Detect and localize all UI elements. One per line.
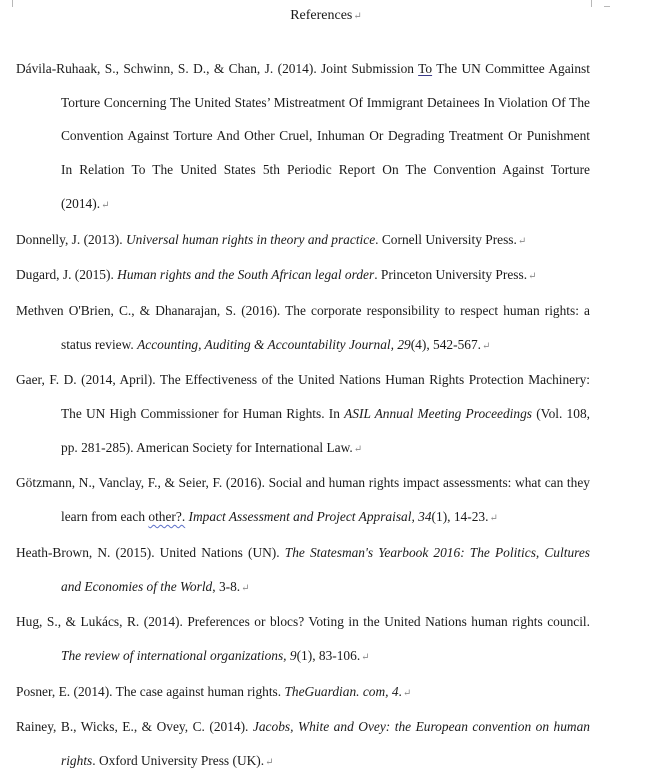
reference-source: TheGuardian. com, 4 bbox=[284, 683, 399, 699]
paragraph-mark-icon: ↵ bbox=[353, 11, 362, 22]
heading-text: References bbox=[290, 8, 353, 23]
paragraph-mark-icon: ↵ bbox=[517, 235, 527, 247]
reference-hug-lukacs[interactable]: Hug, S., & Lukács, R. (2014). Preferences or blocs? Voting in the United Nations human rights council. The review of international organizations, 9(1), 83-106.↵ bbox=[16, 614, 590, 663]
reference-proceedings: ASIL Annual Meeting Proceedings bbox=[344, 406, 532, 422]
reference-list bbox=[16, 52, 590, 780]
reference-yearbook: The Statesman's Yearbook 2016: The Politics, Cultures and Economies of the World bbox=[61, 544, 591, 594]
paragraph-mark-icon: ↵ bbox=[101, 199, 110, 211]
reference-gaer[interactable]: Gaer, F. D. (2014, April). The Effectiveness of the United Nations Human Rights Protection Machinery: The UN High Commissioner for Human Rights. In ASIL Annual Meeting Proceedings (Vol. 108, pp. 281-285). American Society for International Law.↵ bbox=[16, 372, 590, 455]
paragraph-mark-icon: ↵ bbox=[361, 651, 370, 663]
reference-gotzmann[interactable]: Götzmann, N., Vanclay, F., & Seier, F. (2016). Social and human rights impact assessments: what can they learn from each other?. Impact Assessment and Project Appraisal, 34(1), 14-23.↵ bbox=[16, 475, 590, 525]
paragraph-mark-icon: ↵ bbox=[353, 443, 363, 455]
reference-donnelly[interactable]: Donnelly, J. (2013). Universal human rights in theory and practice. Cornell University Press.↵ bbox=[16, 231, 527, 247]
paragraph-mark-icon: ↵ bbox=[489, 513, 498, 525]
reference-posner[interactable]: Posner, E. (2014). The case against human rights. TheGuardian. com, 4.↵ bbox=[16, 683, 412, 699]
underlined-word: To bbox=[418, 61, 433, 76]
grammar-flag-underline[interactable]: other?. bbox=[148, 509, 186, 525]
reference-journal: Accounting, Auditing & Accountability Journal, 29 bbox=[137, 336, 411, 352]
reference-journal: The review of international organizations, 9 bbox=[61, 647, 297, 663]
references-heading[interactable] bbox=[0, 6, 652, 27]
reference-title: Human rights and the South African legal order bbox=[117, 267, 375, 283]
paragraph-mark-icon: ↵ bbox=[482, 340, 491, 352]
reference-heath-brown[interactable]: Heath-Brown, N. (2015). United Nations (UN). The Statesman's Yearbook 2016: The Politics, Cultures and Economies of the World, 3-8.↵ bbox=[16, 544, 591, 594]
paragraph-mark-icon: ↵ bbox=[265, 757, 274, 769]
paragraph-mark-icon: ↵ bbox=[528, 271, 537, 283]
reference-title: Jacobs, White and Ovey: the European convention on human rights bbox=[61, 719, 590, 769]
paragraph-mark-icon: ↵ bbox=[241, 582, 250, 594]
reference-rainey[interactable]: Rainey, B., Wicks, E., & Ovey, C. (2014). Jacobs, White and Ovey: the European convention on human rights. Oxford University Press (UK).↵ bbox=[16, 719, 590, 769]
paragraph-mark-icon: ↵ bbox=[402, 687, 412, 699]
reference-davila-ruhaak[interactable]: Dávila-Ruhaak, S., Schwinn, S. D., & Chan, J. (2014). Joint Submission To The UN Committee Against Torture Concerning The United States’ Mistreatment Of Immigrant Detainees In Violation Of The Convention Against Torture And Other Cruel, Inhuman Or Degrading Treatment Or Punishment In Relation To The United States 5th Periodic Report On The Convention Against Torture (2014).↵ bbox=[16, 61, 590, 211]
reference-journal: Impact Assessment and Project Appraisal, 34 bbox=[188, 509, 432, 525]
reference-methven-obrien[interactable]: Methven O'Brien, C., & Dhanarajan, S. (2016). The corporate responsibility to respect human rights: a status review. Accounting, Auditing & Accountability Journal, 29(4), 542-567.↵ bbox=[16, 302, 590, 352]
reference-title: Universal human rights in theory and practice bbox=[125, 231, 376, 247]
reference-dugard[interactable]: Dugard, J. (2015). Human rights and the South African legal order. Princeton University Press.↵ bbox=[16, 267, 537, 283]
